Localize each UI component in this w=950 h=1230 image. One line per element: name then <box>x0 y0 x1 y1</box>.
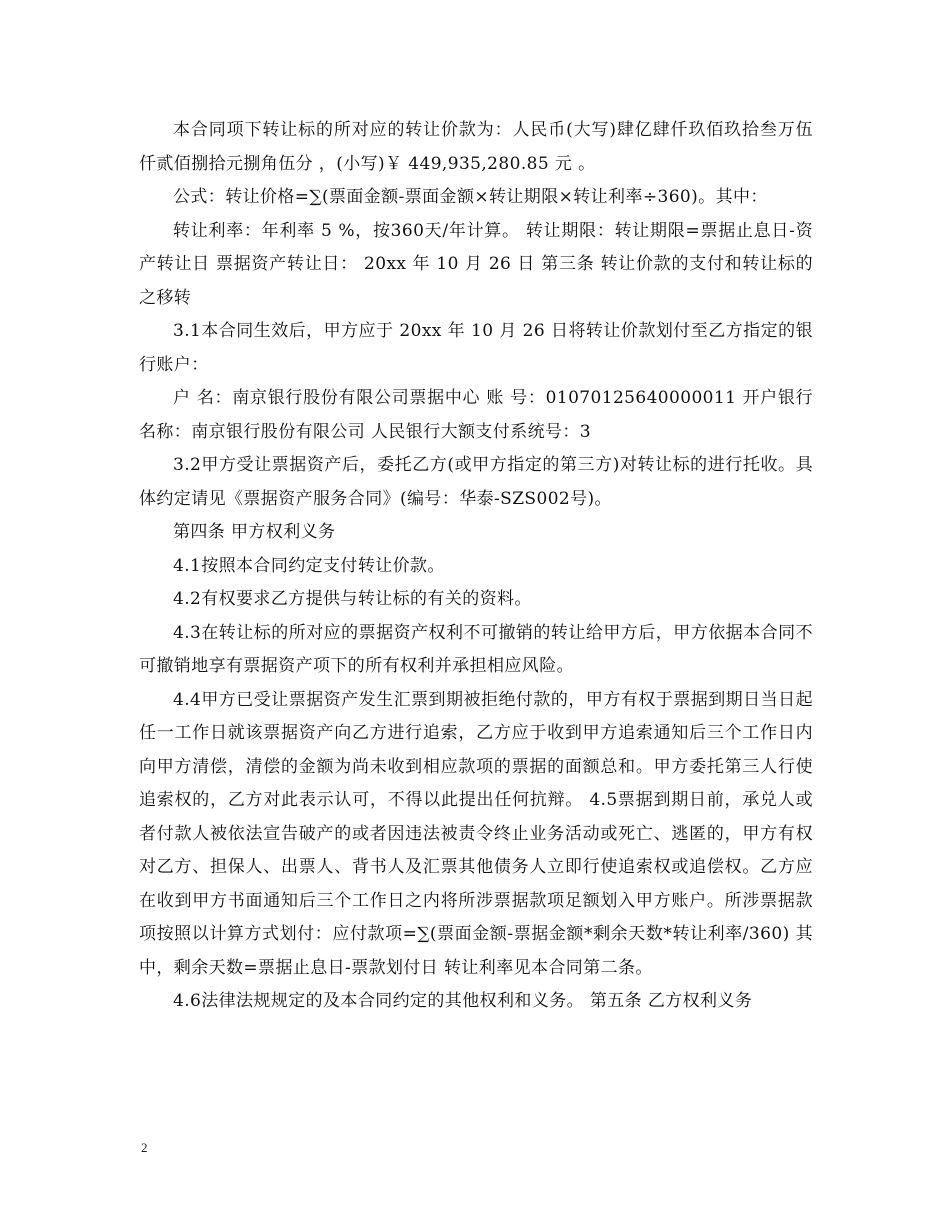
paragraph-4-4: 4.4甲方已受让票据资产发生汇票到期被拒绝付款的，甲方有权于票据到期日当日起任一工作日就该票据资产向乙方进行追索，乙方应于收到甲方追索通知后三个工作日内向甲方清偿，清偿的金额为尚未收到相应款项的票据的面额总和。甲方委托第三人行使追索权的，乙方对此表示认可，不得以此提出任何抗辩。 4.5票据到期日前，承兑人或者付款人被依法宣告破产的或者因违法被责令终止业务活动或死亡、逃匿的，甲方有权对乙方、担保人、出票人、背书人及汇票其他债务人立即行使追索权或追偿权。乙方应在收到甲方书面通知后三个工作日之内将所涉票据款项足额划入甲方账户。所涉票据款项按照以计算方式划付：应付款项=∑(票面金额-票据金额*剩余天数*转让利率/360) 其中，剩余天数=票据止息日-票款划付日 转让利率见本合同第二条。 <box>139 689 813 978</box>
paragraph-transfer-rate: 转让利率：年利率 5 %，按360天/年计算。 转让期限：转让期限=票据止息日-资产转让日 票据资产转让日： 20xx 年 10 月 26 日 第三条 转让价款的支付和转让标的之移转 <box>139 220 813 308</box>
paragraph-price-formula: 公式：转让价格=∑(票面金额-票面金额×转让期限×转让利率÷360)。其中： <box>173 187 768 207</box>
page-number: 2 <box>141 1140 148 1155</box>
paragraph-bank-account: 户 名：南京银行股份有限公司票据中心 账 号：01070125640000011 开户银行名称：南京银行股份有限公司 人民银行大额支付系统号：3 <box>139 388 813 442</box>
section-heading-article-4: 第四条 甲方权利义务 <box>173 522 336 542</box>
paragraph-3-1: 3.1本合同生效后，甲方应于 20xx 年 10 月 26 日将转让价款划付至乙方指定的银行账户： <box>139 321 813 375</box>
paragraph-4-2: 4.2有权要求乙方提供与转让标的有关的资料。 <box>173 589 532 609</box>
paragraph-transfer-price: 本合同项下转让标的所对应的转让价款为：人民币(大写)肆亿肆仟玖佰玖拾叁万伍仟贰佰捌拾元捌角伍分 ，(小写)￥ 449,935,280.85 元 。 <box>139 120 813 174</box>
paragraph-4-3: 4.3在转让标的所对应的票据资产权利不可撤销的转让给甲方后，甲方依据本合同不可撤销地享有票据资产项下的所有权利并承担相应风险。 <box>139 622 813 676</box>
paragraph-3-2: 3.2甲方受让票据资产后，委托乙方(或甲方指定的第三方)对转让标的进行托收。具体约定请见《票据资产服务合同》(编号：华泰-SZS002号)。 <box>139 455 813 509</box>
paragraph-4-6: 4.6法律法规规定的及本合同约定的其他权利和义务。 第五条 乙方权利义务 <box>173 991 753 1011</box>
paragraph-4-1: 4.1按照本合同约定支付转让价款。 <box>173 555 445 576</box>
document-body <box>139 114 813 1019</box>
